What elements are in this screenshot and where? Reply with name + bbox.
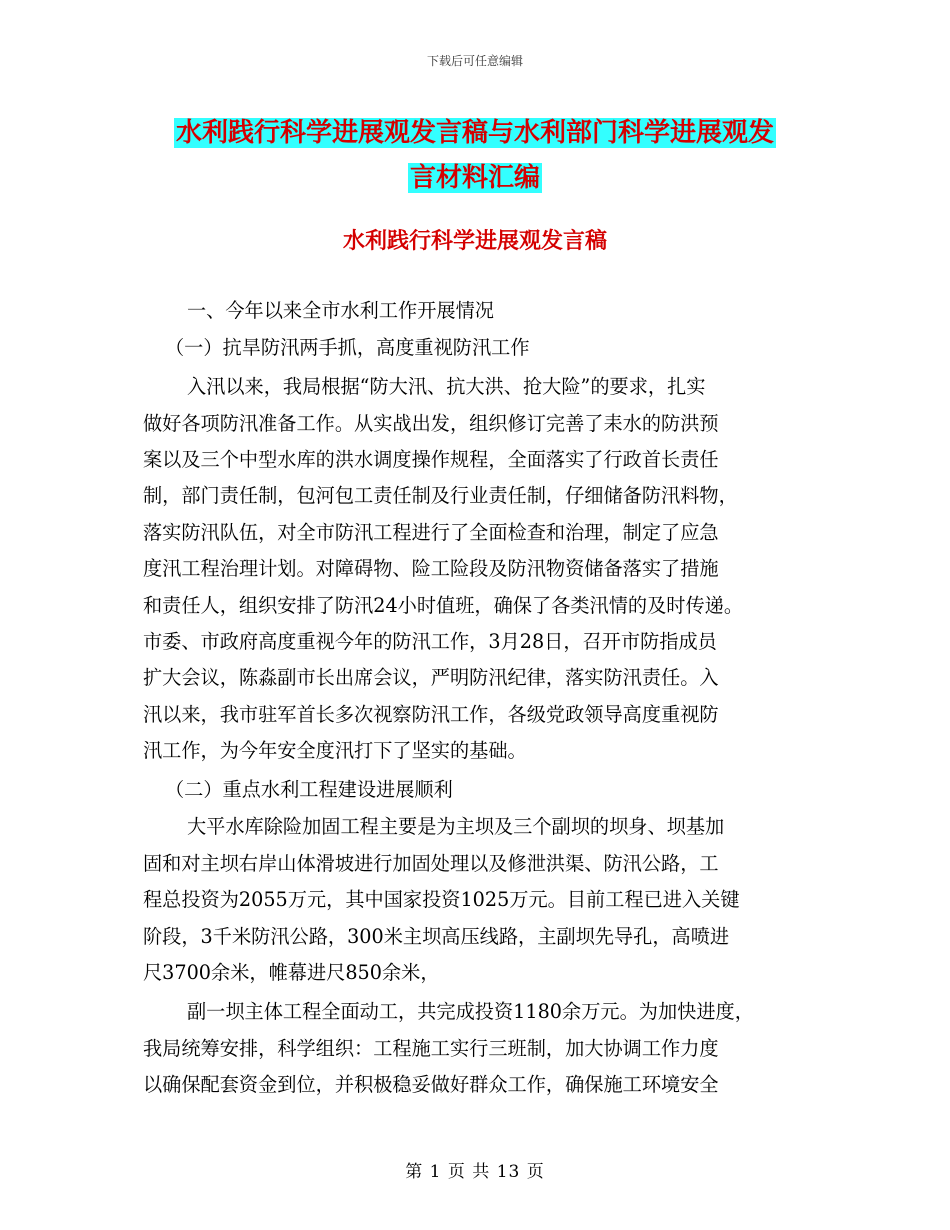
title-highlight-1: 水利践行科学进展观发言稿与水利部门科学进展观发 [175, 118, 774, 148]
section-title: 水利践行科学进展观发言稿 [342, 228, 607, 254]
paragraph-line: 程总投资为2055万元，其中国家投资1025万元。目前工程已进入关键 [143, 888, 740, 911]
paragraph-line: 汛以来，我市驻军首长多次视察防汛工作，各级党政领导高度重视防 [143, 703, 719, 726]
paragraph-line: 案以及三个中型水库的洪水调度操作规程，全面落实了行政首长责任 [143, 448, 719, 471]
paragraph-line: 副一坝主体工程全面动工，共完成投资1180余万元。为加快进度， [187, 1000, 754, 1023]
paragraph-line: 市委、市政府高度重视今年的防汛工作，3月28日，召开市防指成员 [143, 630, 717, 653]
title-highlight-2: 言材料汇编 [409, 163, 540, 193]
paragraph-line: 我局统筹安排，科学组织：工程施工实行三班制，加大协调工作力度 [143, 1037, 719, 1060]
paragraph-line: 做好各项防汛准备工作。从实战出发，组织修订完善了耒水的防洪预 [143, 412, 719, 435]
paragraph-line: 以确保配套资金到位，并积极稳妥做好群众工作，确保施工环境安全 [143, 1073, 719, 1096]
page-number-footer: 第 1 页 共 13 页 [405, 1162, 545, 1182]
document-title-line-2 [0, 157, 950, 194]
document-title-line-1 [0, 112, 950, 149]
heading-level-1: 一、今年以来全市水利工作开展情况 [187, 299, 494, 322]
paragraph-line: 固和对主坝右岸山体滑坡进行加固处理以及修泄洪渠、防汛公路，工 [143, 852, 719, 875]
paragraph-line: 汛工作，为今年安全度汛打下了坚实的基础。 [143, 739, 527, 762]
paragraph-line: 度汛工程治理计划。对障碍物、险工险段及防汛物资储备落实了措施 [143, 557, 719, 580]
paragraph-line: 扩大会议，陈淼副市长出席会议，严明防汛纪律，落实防汛责任。入 [143, 666, 719, 689]
paragraph-line: 落实防汛队伍，对全市防汛工程进行了全面检查和治理，制定了应急 [143, 521, 719, 544]
heading-level-2: （一）抗旱防汛两手抓，高度重视防汛工作 [165, 336, 530, 359]
heading-level-2: （二）重点水利工程建设进展顺利 [165, 778, 453, 801]
paragraph-line: 制，部门责任制，包河包工责任制及行业责任制，仔细储备防汛料物， [143, 484, 738, 507]
paragraph-line: 阶段，3千米防汛公路，300米主坝高压线路，主副坝先导孔，高喷进 [143, 925, 730, 948]
paragraph-line: 大平水库除险加固工程主要是为主坝及三个副坝的坝身、坝基加 [187, 815, 725, 838]
page-header-note: 下载后可任意编辑 [426, 54, 523, 68]
paragraph-line: 入汛以来，我局根据“防大汛、抗大洪、抢大险”的要求，扎实 [187, 375, 706, 398]
paragraph-line: 和责任人，组织安排了防汛24小时值班，确保了各类汛情的及时传递。 [143, 594, 744, 617]
paragraph-line: 尺3700余米，帷幕进尺850余米， [143, 961, 440, 984]
